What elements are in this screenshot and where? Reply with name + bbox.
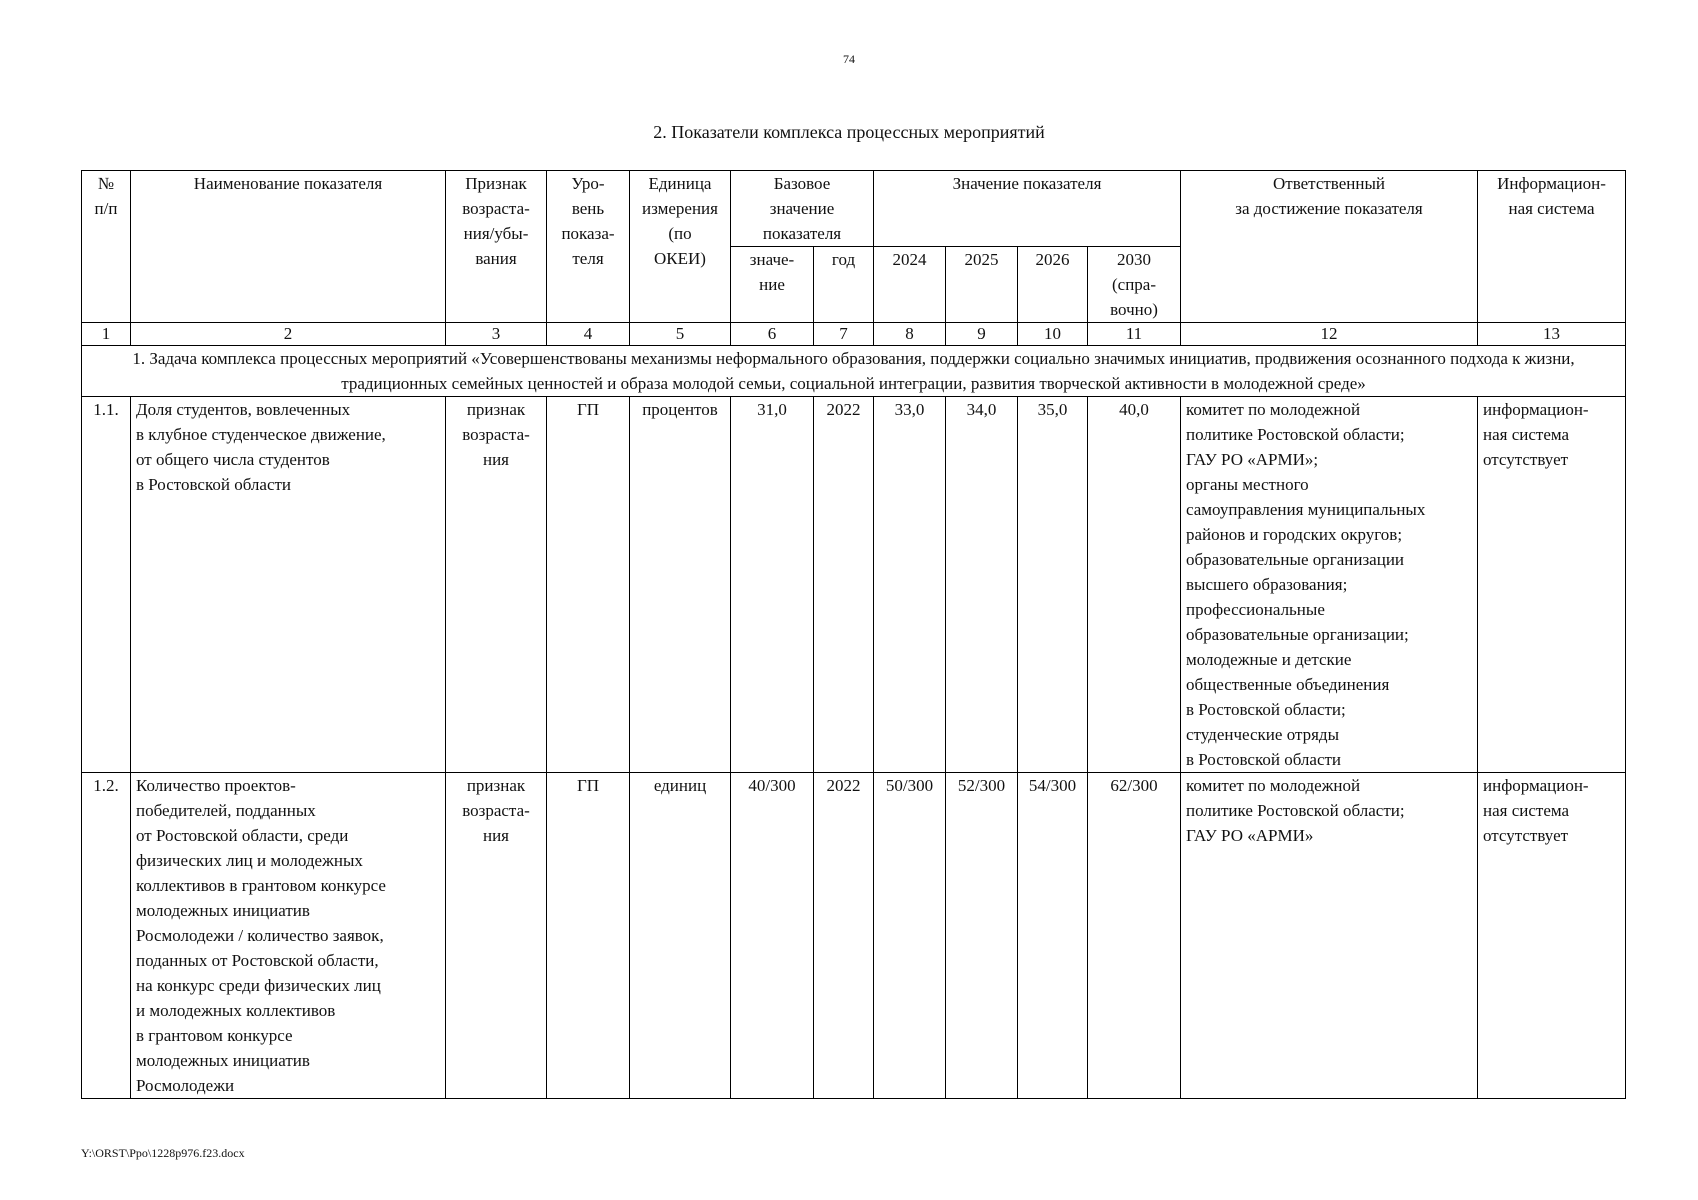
value-2030: 62/300: [1088, 773, 1181, 1099]
header-unit: Единица измерения (по ОКЕИ): [630, 171, 731, 323]
value-2025: 34,0: [946, 397, 1018, 773]
header-values-group: Значение показателя: [874, 171, 1181, 247]
header-responsible: Ответственный за достижение показателя: [1181, 171, 1478, 323]
info-system: информацион- ная система отсутствует: [1478, 397, 1626, 773]
header-info-system: Информацион- ная система: [1478, 171, 1626, 323]
column-number: 10: [1018, 323, 1088, 346]
header-trend: Признак возраста- ния/убы- вания: [446, 171, 547, 323]
header-indicator-name: Наименование показателя: [131, 171, 446, 323]
table-row: [82, 773, 1626, 1099]
row-num: 1.1.: [82, 397, 131, 773]
header-2025: 2025: [946, 247, 1018, 323]
page-number: 74: [843, 52, 855, 66]
trend: признак возраста- ния: [446, 773, 547, 1099]
info-system: информацион- ная система отсутствует: [1478, 773, 1626, 1099]
base-year: 2022: [814, 773, 874, 1099]
indicators-table: [81, 170, 1626, 1099]
value-2026: 54/300: [1018, 773, 1088, 1099]
task-row: [82, 346, 1626, 397]
value-2025: 52/300: [946, 773, 1018, 1099]
base-year: 2022: [814, 397, 874, 773]
value-2030: 40,0: [1088, 397, 1181, 773]
header-2030: 2030 (спра- вочно): [1088, 247, 1181, 323]
header-base-value: значе- ние: [731, 247, 814, 323]
base-value: 31,0: [731, 397, 814, 773]
indicator-name: Доля студентов, вовлеченных в клубное студенческое движение, от общего числа студентов в Ростовской области: [131, 397, 446, 773]
column-number: 2: [131, 323, 446, 346]
level: ГП: [547, 773, 630, 1099]
unit: единиц: [630, 773, 731, 1099]
base-value: 40/300: [731, 773, 814, 1099]
column-number: 9: [946, 323, 1018, 346]
header-row-top: [82, 171, 1626, 247]
file-path-footer: Y:\ORST\Ppo\1228p976.f23.docx: [81, 1146, 245, 1160]
responsible: комитет по молодежной политике Ростовской области; ГАУ РО «АРМИ»: [1181, 773, 1478, 1099]
column-number: 1: [82, 323, 131, 346]
column-number: 8: [874, 323, 946, 346]
column-number: 11: [1088, 323, 1181, 346]
column-number-row: [82, 323, 1626, 346]
value-2024: 50/300: [874, 773, 946, 1099]
value-2024: 33,0: [874, 397, 946, 773]
value-2026: 35,0: [1018, 397, 1088, 773]
row-num: 1.2.: [82, 773, 131, 1099]
unit: процентов: [630, 397, 731, 773]
task-description: 1. Задача комплекса процессных мероприятий «Усовершенствованы механизмы неформального образования, поддержки социально значимых инициатив, продвижения осознанного подхода к жизни, традиционных семейных ценностей и образа молодой семьи, социальной интеграции, развития творческой активности в молодежной среде»: [82, 346, 1626, 397]
header-2026: 2026: [1018, 247, 1088, 323]
trend: признак возраста- ния: [446, 397, 547, 773]
indicator-name: Количество проектов- победителей, подданных от Ростовской области, среди физических лиц и молодежных коллективов в грантовом конкурсе молодежных инициатив Росмолодежи / количество заявок, поданных от Ростовской области, на конкурс среди физических лиц и молодежных коллективов в грантовом конкурсе молодежных инициатив Росмолодежи: [131, 773, 446, 1099]
header-base-group: Базовое значение показателя: [731, 171, 874, 247]
responsible: комитет по молодежной политике Ростовской области; ГАУ РО «АРМИ»; органы местного самоуправления муниципальных районов и городских округов; образовательные организации высшего образования; профессиональные образовательные организации; молодежные и детские общественные объединения в Ростовской области; студенческие отряды в Ростовской области: [1181, 397, 1478, 773]
header-level: Уро- вень показа- теля: [547, 171, 630, 323]
header-base-year: год: [814, 247, 874, 323]
header-num: № п/п: [82, 171, 131, 323]
column-number: 6: [731, 323, 814, 346]
section-title: 2. Показатели комплекса процессных мероприятий: [653, 122, 1045, 142]
column-number: 12: [1181, 323, 1478, 346]
level: ГП: [547, 397, 630, 773]
header-2024: 2024: [874, 247, 946, 323]
column-number: 13: [1478, 323, 1626, 346]
column-number: 3: [446, 323, 547, 346]
column-number: 5: [630, 323, 731, 346]
column-number: 7: [814, 323, 874, 346]
table-row: [82, 397, 1626, 773]
column-number: 4: [547, 323, 630, 346]
